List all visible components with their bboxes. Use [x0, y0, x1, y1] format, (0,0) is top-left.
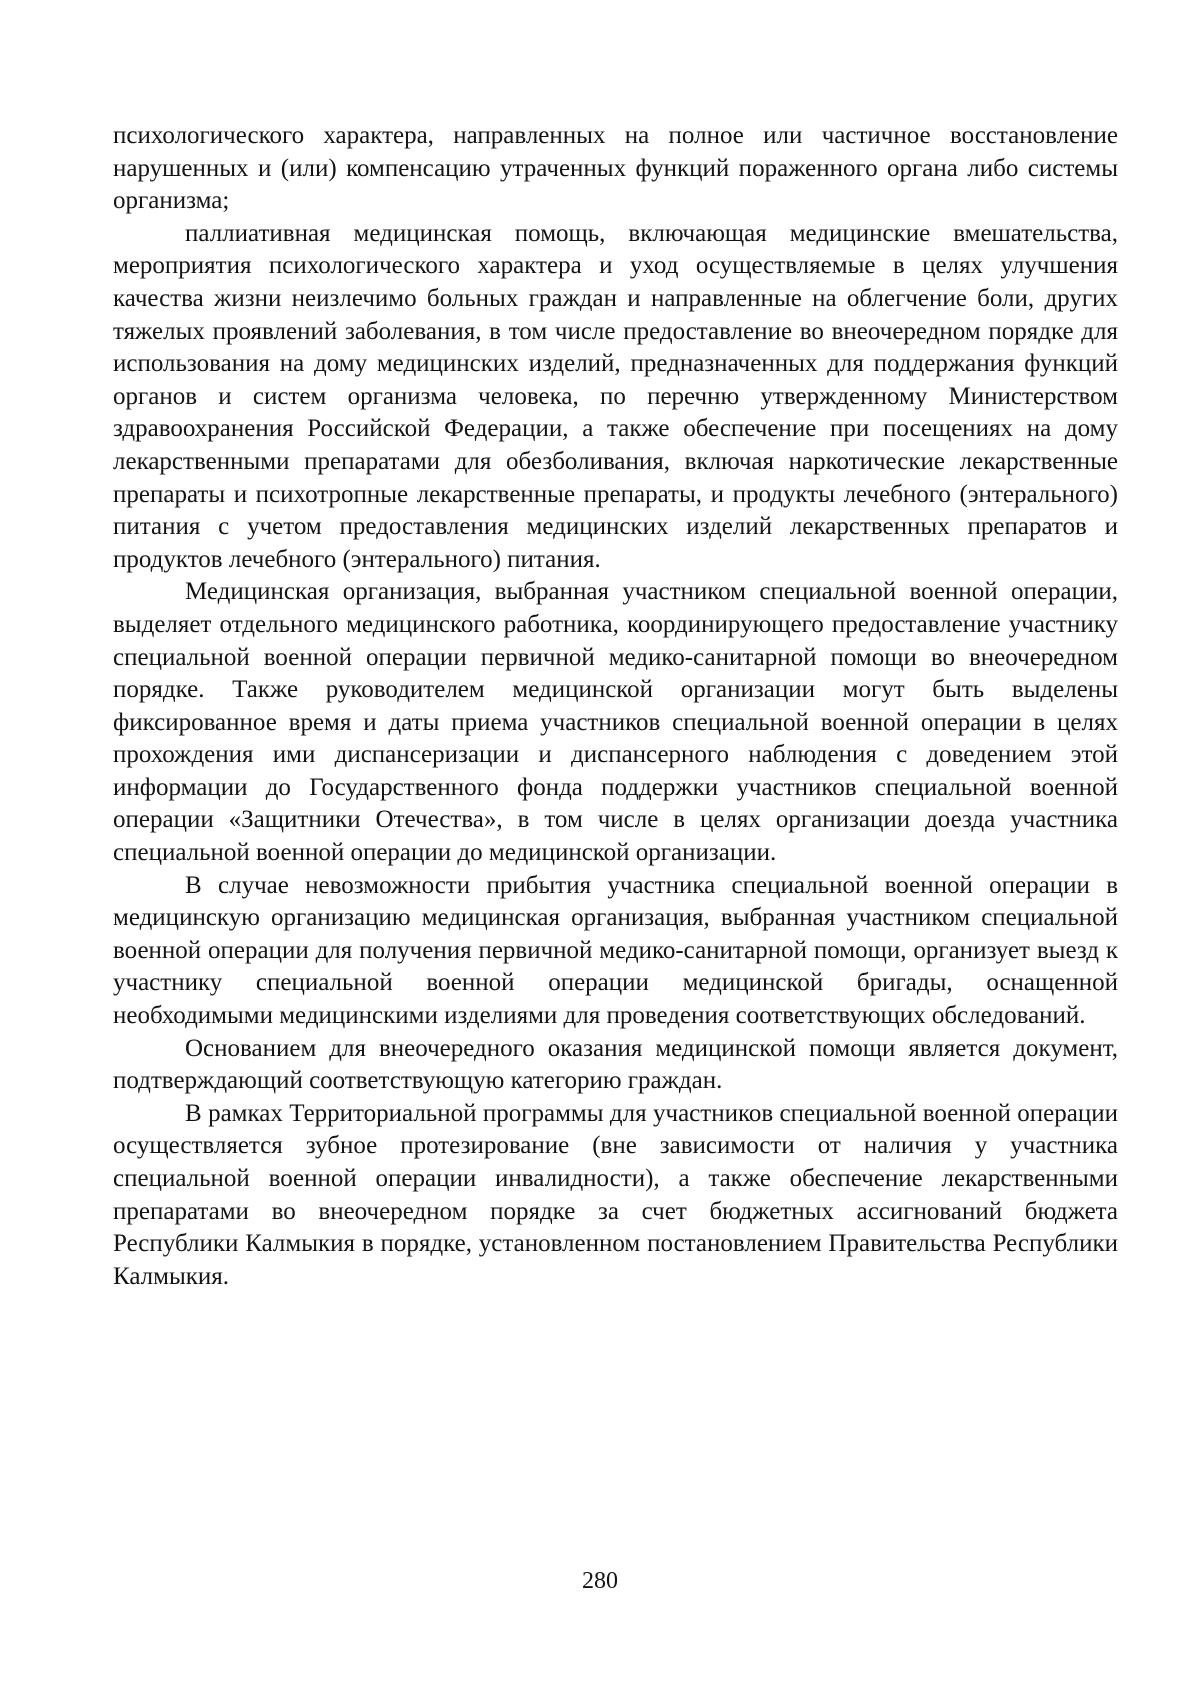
paragraph-dental-prosthetics: В рамках Территориальной программы для участников специальной военной операции осуществляется зубное протезирование (вне зависимости от наличия у участника специальной военной операции инвалидности), а также обеспечение лекарственными препаратами во внеочередном порядке за счет бюджетных ассигнований бюджета Республики Калмыкия в порядке, установленном постановлением Правительства Республики Калмыкия.	[113, 1099, 1118, 1290]
paragraph-basis: Основанием для внеочередного оказания медицинской помощи является документ, подтверждающий соответствующую категорию граждан.	[113, 1034, 1118, 1095]
paragraph-home-visit: В случае невозможности прибытия участника специальной военной операции в медицинскую организацию медицинская организация, выбранная участником специальной военной операции для получения первичной медико-санитарной помощи, организует выезд к участнику специальной военной операции медицинской бригады, оснащенной необходимыми медицинскими изделиями для проведения соответствующих обследований.	[113, 871, 1118, 1030]
paragraph-palliative-care: паллиативная медицинская помощь, включающая медицинские вмешательства, мероприятия психологического характера и уход осуществляемые в целях улучшения качества жизни неизлечимо больных граждан и направленные на облегчение боли, других тяжелых проявлений заболевания, в том числе предоставление во внеочередном порядке для использования на дому медицинских изделий, предназначенных для поддержания функций органов и систем организма человека, по перечню утвержденному Министерством здравоохранения Российской Федерации, а также обеспечение при посещениях на дому лекарственными препаратами для обезболивания, включая наркотические лекарственные препараты и психотропные лекарственные препараты, и продукты лечебного (энтерального) питания с учетом предоставления медицинских изделий лекарственных препаратов и продуктов лечебного (энтерального) питания.	[113, 219, 1118, 573]
paragraph-medical-organization: Медицинская организация, выбранная участником специальной военной операции, выделяет отдельного медицинского работника, координирующего предоставление участнику специальной военной операции первичной медико-санитарной помощи во внеочередном порядке. Также руководителем медицинской организации могут быть выделены фиксированное время и даты приема участников специальной военной операции в целях прохождения ими диспансеризации и диспансерного наблюдения с доведением этой информации до Государственного фонда поддержки участников специальной военной операции «Защитники Отечества», в том числе в целях организации доезда участника специальной военной операции до медицинской организации.	[113, 578, 1118, 867]
document-body	[113, 120, 1118, 1293]
paragraph-continuation: психологического характера, направленных на полное или частичное восстановление нарушенных и (или) компенсацию утраченных функций пораженного органа либо системы организма;	[113, 122, 1118, 215]
page-number: 280	[582, 1568, 618, 1594]
